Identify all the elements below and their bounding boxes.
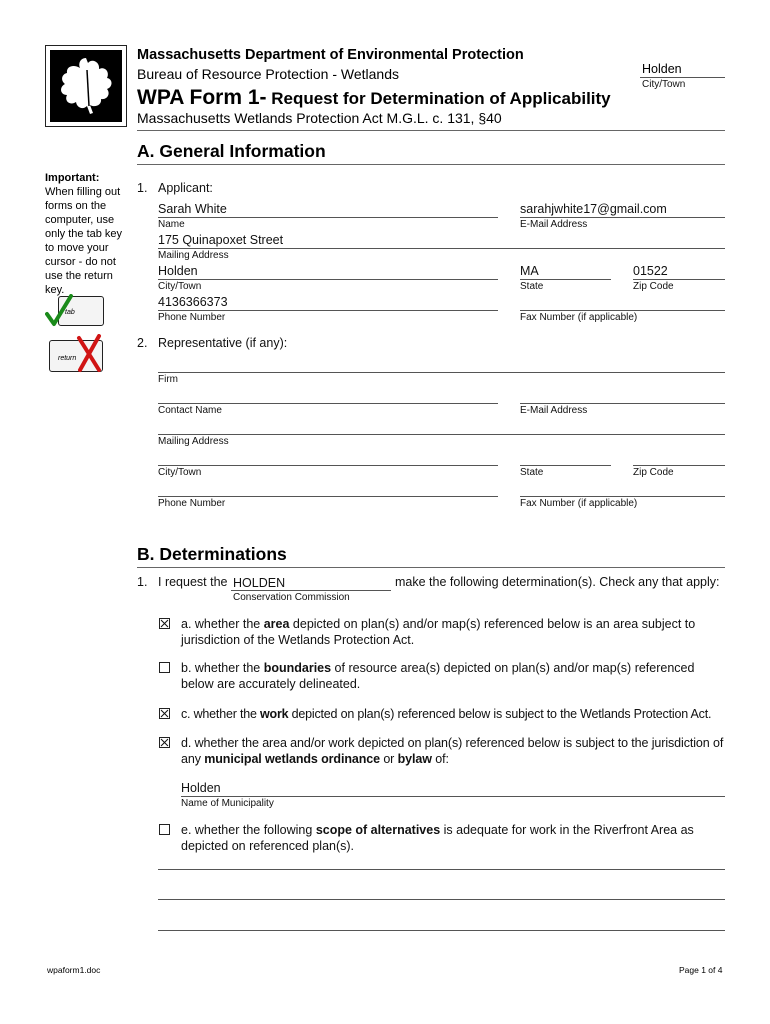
alternatives-line-3[interactable] <box>158 914 725 928</box>
rep-phone-label: Phone Number <box>158 498 226 509</box>
rep-phone-field[interactable] <box>158 480 498 495</box>
applicant-number: 1. <box>137 181 148 195</box>
applicant-name-label: Name <box>158 219 185 230</box>
option-a-text: a. whether the area depicted on plan(s) and/or map(s) referenced below is an area subject to jurisdiction of the Wetlands Protection Act. <box>181 617 696 647</box>
option-d-checkbox[interactable] <box>159 737 170 748</box>
return-key-label: return <box>58 355 77 362</box>
rep-email-label: E-Mail Address <box>520 405 588 416</box>
form-title <box>137 86 611 110</box>
important-title: Important: <box>45 172 100 184</box>
rep-state-field[interactable] <box>520 449 611 464</box>
applicant-phone-label: Phone Number <box>158 312 226 323</box>
alternatives-line-2[interactable] <box>158 884 725 898</box>
applicant-address-label: Mailing Address <box>158 250 229 261</box>
rep-fax-field[interactable] <box>520 480 725 495</box>
commission-field[interactable]: HOLDEN <box>233 576 286 590</box>
option-d-text: d. whether the area and/or work depicted on plan(s) referenced below is subject to the jurisdiction of any municipal wetlands ordinance or bylaw of: <box>181 736 724 766</box>
section-b-title: B. Determinations <box>137 544 287 564</box>
option-e-text: e. whether the following scope of alternatives is adequate for work in the Riverfront Area as depicted on referenced plan(s). <box>181 823 694 853</box>
applicant-state-field[interactable]: MA <box>520 264 539 278</box>
applicant-heading: Applicant: <box>158 181 213 195</box>
municipality-label: Name of Municipality <box>181 798 274 809</box>
green-check-icon <box>45 294 75 328</box>
applicant-city-field[interactable]: Holden <box>158 264 198 278</box>
rep-zip-field[interactable] <box>633 449 725 464</box>
rep-address-label: Mailing Address <box>158 436 229 447</box>
option-c-text: c. whether the work depicted on plan(s) referenced below is subject to the Wetlands Protection Act. <box>181 707 712 721</box>
tab-key-label: tab <box>65 309 75 316</box>
checkbox-x-icon <box>160 738 169 747</box>
bureau-name: Bureau of Resource Protection - Wetlands <box>137 66 399 82</box>
applicant-address-field[interactable]: 175 Quinapoxet Street <box>158 233 284 247</box>
applicant-email-field[interactable]: sarahjwhite17@gmail.com <box>520 202 667 216</box>
municipality-field[interactable]: Holden <box>181 781 221 795</box>
applicant-zip-label: Zip Code <box>633 281 674 292</box>
rep-firm-label: Firm <box>158 374 178 385</box>
option-a-checkbox[interactable] <box>159 618 170 629</box>
red-x-icon <box>75 334 105 374</box>
rep-zip-label: Zip Code <box>633 467 674 478</box>
applicant-zip-field[interactable]: 01522 <box>633 264 668 278</box>
alternatives-line-1[interactable] <box>158 854 725 868</box>
representative-heading: Representative (if any): <box>158 336 288 350</box>
commission-label: Conservation Commission <box>233 592 350 603</box>
applicant-name-field[interactable]: Sarah White <box>158 202 227 216</box>
rep-fax-label: Fax Number (if applicable) <box>520 498 638 509</box>
act-citation: Massachusetts Wetlands Protection Act M.G.L. c. 131, §40 <box>137 110 502 126</box>
oak-leaf-icon <box>50 50 122 122</box>
applicant-fax-label: Fax Number (if applicable) <box>520 312 638 323</box>
option-b-text: b. whether the boundaries of resource area(s) depicted on plan(s) and/or map(s) referenced below are accurately delineated. <box>181 661 695 691</box>
applicant-email-label: E-Mail Address <box>520 219 588 230</box>
checkbox-x-icon <box>160 709 169 718</box>
rep-contact-label: Contact Name <box>158 405 222 416</box>
checkbox-x-icon <box>160 619 169 628</box>
important-note <box>45 171 130 297</box>
footer-filename: wpaform1.doc <box>47 965 101 975</box>
applicant-state-label: State <box>520 281 544 292</box>
request-prefix: I request the <box>158 575 228 589</box>
footer-page-number: Page 1 of 4 <box>679 965 723 975</box>
header-town-label: City/Town <box>642 79 686 90</box>
rep-email-field[interactable] <box>520 387 725 402</box>
request-number: 1. <box>137 575 148 589</box>
section-a-title: A. General Information <box>137 141 326 161</box>
option-e-checkbox[interactable] <box>159 824 170 835</box>
return-key-illustration <box>45 334 107 374</box>
important-text: When filling out forms on the computer, use only the tab key to move your cursor - do not use the return key. <box>45 186 123 296</box>
applicant-phone-field[interactable]: 4136366373 <box>158 295 228 309</box>
rep-city-label: City/Town <box>158 467 202 478</box>
rep-city-field[interactable] <box>158 449 498 464</box>
rep-contact-field[interactable] <box>158 387 498 402</box>
rep-state-label: State <box>520 467 544 478</box>
request-suffix: make the following determination(s). Check any that apply: <box>395 575 720 589</box>
dep-logo <box>45 45 127 127</box>
form-subtitle: Request for Determination of Applicability <box>266 89 611 108</box>
option-b-checkbox[interactable] <box>159 662 170 673</box>
option-c-checkbox[interactable] <box>159 708 170 719</box>
form-name: WPA Form 1- <box>137 86 267 109</box>
rep-address-field[interactable] <box>158 418 725 433</box>
agency-name: Massachusetts Department of Environmental Protection <box>137 47 524 63</box>
rep-firm-field[interactable] <box>158 356 725 371</box>
applicant-city-label: City/Town <box>158 281 202 292</box>
tab-key-illustration <box>45 294 105 328</box>
representative-number: 2. <box>137 336 148 350</box>
header-town-value: Holden <box>642 62 682 76</box>
